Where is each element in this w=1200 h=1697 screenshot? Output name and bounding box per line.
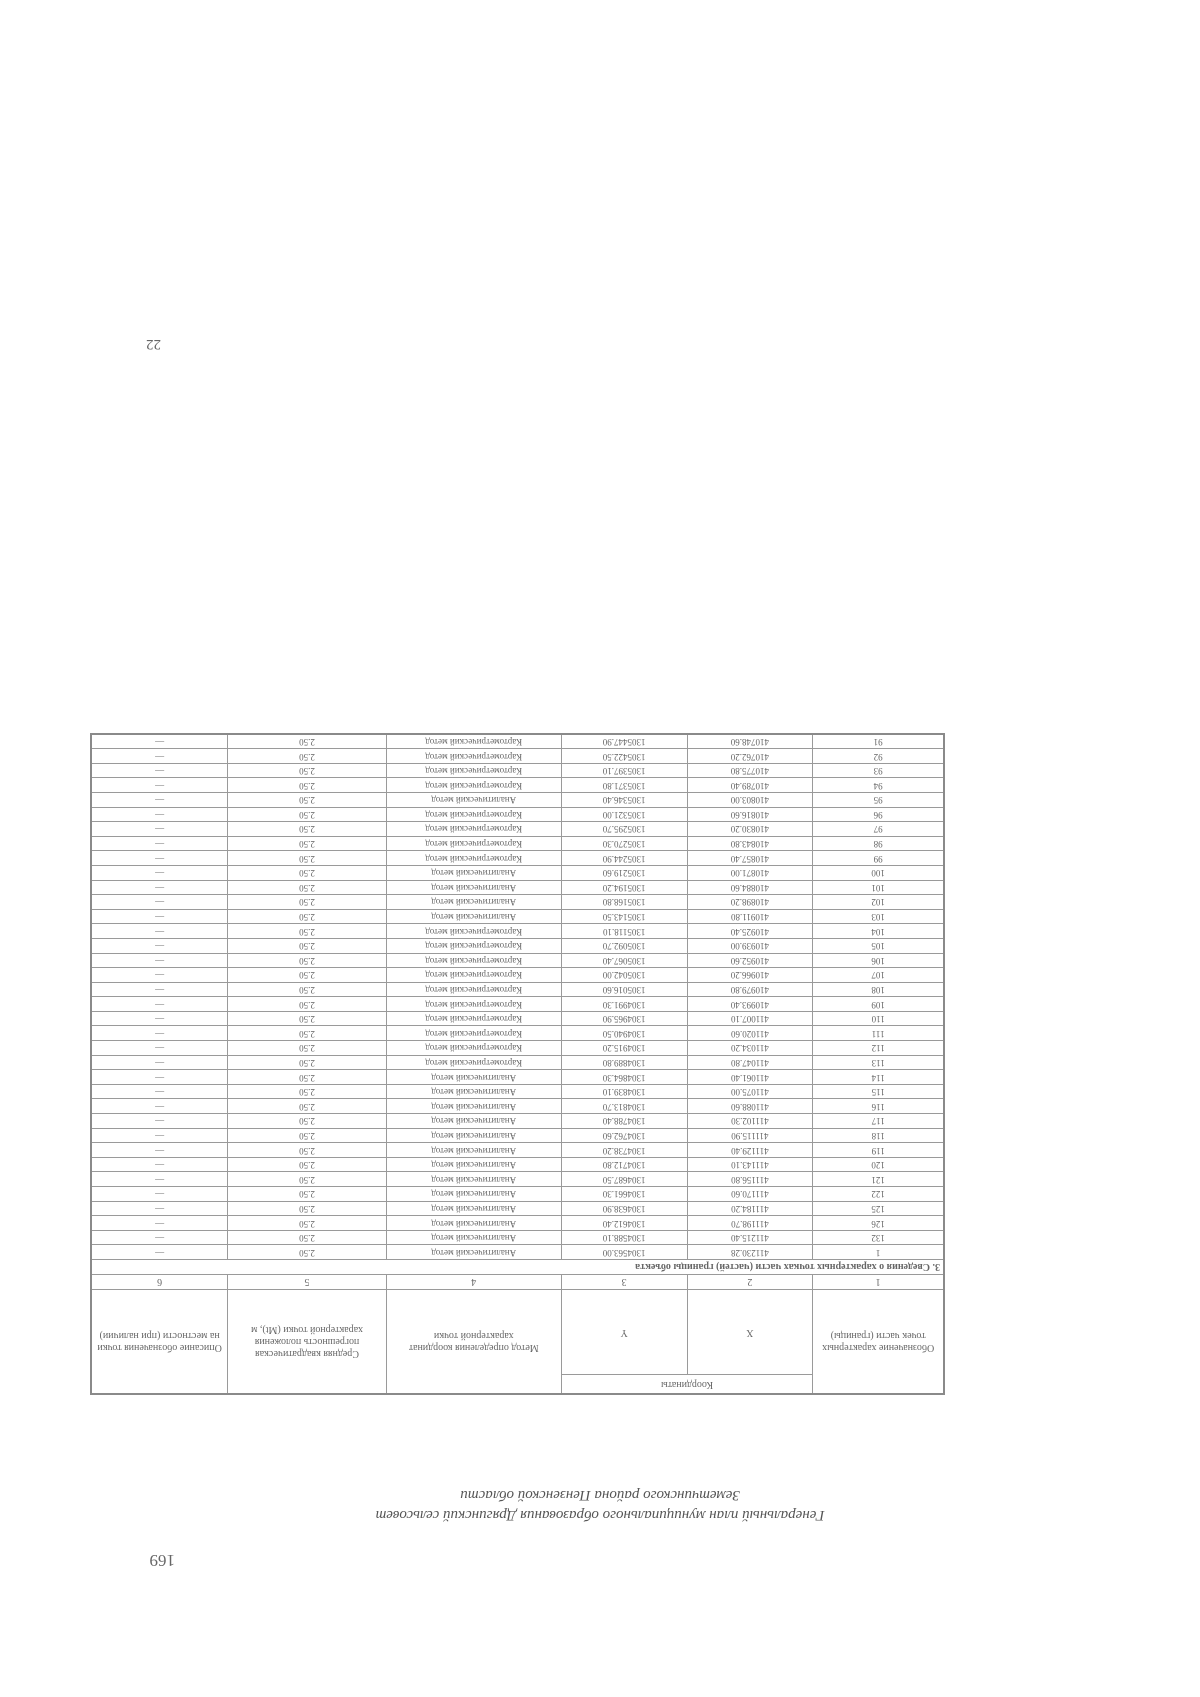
cell-x: 410843.80 [687,836,813,851]
cell-method: Аналитический метод [386,1114,561,1129]
cell-error: 2.50 [228,1201,387,1216]
cell-x: 410966.20 [687,968,813,983]
cell-x: 411075.00 [687,1084,813,1099]
table-row [91,763,944,778]
cell-y: 1304915.20 [561,1041,687,1056]
cell-error: 2.50 [228,807,387,822]
cell-description: — [91,822,228,837]
table-row [91,1011,944,1026]
cell-description: — [91,1099,228,1114]
cell-error: 2.50 [228,793,387,808]
cell-method: Картометрический метод [386,734,561,749]
cell-y: 1304712.80 [561,1157,687,1172]
cell-method: Аналитический метод [386,1187,561,1202]
cell-x: 411156.80 [687,1172,813,1187]
column-number: 4 [386,1275,561,1290]
cell-x: 410775.80 [687,763,813,778]
cell-x: 411047.80 [687,1055,813,1070]
cell-method: Аналитический метод [386,865,561,880]
column-number: 1 [813,1275,944,1290]
cell-y: 1304788.40 [561,1114,687,1129]
cell-error: 2.50 [228,1099,387,1114]
cell-point: 95 [813,793,944,808]
cell-y: 1305321.00 [561,807,687,822]
cell-description: — [91,763,228,778]
cell-point: 126 [813,1216,944,1231]
cell-description: — [91,924,228,939]
cell-point: 109 [813,997,944,1012]
table-row [91,1201,944,1216]
cell-point: 125 [813,1201,944,1216]
cell-error: 2.50 [228,938,387,953]
table-row [91,749,944,764]
cell-x: 410803.00 [687,793,813,808]
cell-y: 1304889.80 [561,1055,687,1070]
cell-method: Картометрический метод [386,822,561,837]
cell-y: 1305092.70 [561,938,687,953]
cell-x: 411170.60 [687,1187,813,1202]
cell-description: — [91,1055,228,1070]
cell-x: 411020.60 [687,1026,813,1041]
cell-point: 98 [813,836,944,851]
cell-x: 411143.10 [687,1157,813,1172]
cell-x: 411034.20 [687,1041,813,1056]
cell-description: — [91,1172,228,1187]
table-row [91,1114,944,1129]
header-error: Средняя квадратическая погрешность положения характерной точки (Mt), м [228,1290,387,1395]
cell-point: 97 [813,822,944,837]
cell-y: 1304762.60 [561,1128,687,1143]
cell-method: Аналитический метод [386,793,561,808]
table-row [91,807,944,822]
cell-point: 108 [813,982,944,997]
cell-description: — [91,778,228,793]
cell-y: 1305447.90 [561,734,687,749]
cell-error: 2.50 [228,924,387,939]
cell-y: 1304612.40 [561,1216,687,1231]
cell-error: 2.50 [228,1041,387,1056]
cell-point: 121 [813,1172,944,1187]
cell-method: Картометрический метод [386,836,561,851]
cell-point: 107 [813,968,944,983]
cell-description: — [91,1070,228,1085]
cell-description: — [91,1157,228,1172]
cell-description: — [91,968,228,983]
cell-point: 91 [813,734,944,749]
header-coordinates: Координаты [561,1375,813,1395]
cell-error: 2.50 [228,1026,387,1041]
cell-y: 1305244.90 [561,851,687,866]
cell-point: 112 [813,1041,944,1056]
header-point-designation: Обозначение характерных точек части (границы) [813,1290,944,1395]
cell-error: 2.50 [228,1230,387,1245]
cell-point: 102 [813,895,944,910]
cell-method: Аналитический метод [386,1230,561,1245]
table-row [91,1143,944,1158]
cell-method: Картометрический метод [386,982,561,997]
table-row [91,1157,944,1172]
cell-error: 2.50 [228,1216,387,1231]
cell-description: — [91,1084,228,1099]
table-row [91,997,944,1012]
cell-x: 411129.40 [687,1143,813,1158]
cell-y: 1305143.50 [561,909,687,924]
cell-x: 410952.60 [687,953,813,968]
cell-point: 117 [813,1114,944,1129]
cell-point: 114 [813,1070,944,1085]
cell-x: 411230.28 [687,1245,813,1260]
table-row [91,1216,944,1231]
cell-point: 115 [813,1084,944,1099]
cell-x: 410857.40 [687,851,813,866]
table-row [91,1084,944,1099]
table-row [91,1055,944,1070]
cell-y: 1304563.00 [561,1245,687,1260]
cell-description: — [91,1143,228,1158]
table-row [91,880,944,895]
cell-y: 1305118.10 [561,924,687,939]
column-number: 3 [561,1275,687,1290]
cell-point: 100 [813,865,944,880]
cell-method: Аналитический метод [386,1201,561,1216]
cell-method: Картометрический метод [386,1041,561,1056]
cell-y: 1305219.60 [561,865,687,880]
cell-x: 410979.80 [687,982,813,997]
cell-y: 1305194.20 [561,880,687,895]
cell-point: 99 [813,851,944,866]
table-row [91,778,944,793]
cell-error: 2.50 [228,1245,387,1260]
cell-point: 111 [813,1026,944,1041]
cell-error: 2.50 [228,851,387,866]
cell-error: 2.50 [228,865,387,880]
cell-method: Картометрический метод [386,1011,561,1026]
table-row [91,1099,944,1114]
cell-error: 2.50 [228,997,387,1012]
table-row [91,909,944,924]
cell-method: Картометрический метод [386,968,561,983]
cell-method: Аналитический метод [386,1157,561,1172]
cell-method: Картометрический метод [386,778,561,793]
cell-description: — [91,1245,228,1260]
cell-y: 1304965.90 [561,1011,687,1026]
cell-y: 1305397.10 [561,763,687,778]
page-number-top: 22 [146,336,161,352]
cell-description: — [91,1216,228,1231]
cell-point: 105 [813,938,944,953]
cell-point: 104 [813,924,944,939]
table-row [91,1230,944,1245]
cell-y: 1305270.30 [561,836,687,851]
cell-x: 410789.40 [687,778,813,793]
column-number: 5 [228,1275,387,1290]
cell-description: — [91,1201,228,1216]
header-y: Y [561,1290,687,1375]
cell-y: 1304864.30 [561,1070,687,1085]
cell-error: 2.50 [228,953,387,968]
cell-point: 106 [813,953,944,968]
cell-y: 1304738.20 [561,1143,687,1158]
cell-error: 2.50 [228,1114,387,1129]
cell-description: — [91,865,228,880]
cell-point: 93 [813,763,944,778]
cell-description: — [91,1026,228,1041]
column-number: 6 [91,1275,228,1290]
cell-x: 410762.20 [687,749,813,764]
cell-method: Картометрический метод [386,763,561,778]
table-row [91,982,944,997]
table-row [91,924,944,939]
cell-description: — [91,1114,228,1129]
table-row [91,793,944,808]
cell-y: 1305016.60 [561,982,687,997]
cell-error: 2.50 [228,822,387,837]
table-row [91,851,944,866]
cell-x: 411102.30 [687,1114,813,1129]
cell-error: 2.50 [228,778,387,793]
cell-description: — [91,997,228,1012]
cell-x: 410925.40 [687,924,813,939]
table-row [91,822,944,837]
cell-y: 1304813.70 [561,1099,687,1114]
cell-method: Аналитический метод [386,1172,561,1187]
cell-error: 2.50 [228,1070,387,1085]
section-title: 3. Сведения о характерных точках части (частей) границы объекта [91,1260,944,1275]
table-row [91,836,944,851]
cell-x: 411088.60 [687,1099,813,1114]
cell-error: 2.50 [228,1011,387,1026]
cell-y: 1305042.00 [561,968,687,983]
table-row [91,938,944,953]
cell-description: — [91,749,228,764]
table-row [91,1172,944,1187]
document-title [250,1485,950,1525]
cell-method: Аналитический метод [386,1143,561,1158]
table-row [91,1026,944,1041]
cell-method: Картометрический метод [386,807,561,822]
cell-method: Аналитический метод [386,895,561,910]
cell-description: — [91,880,228,895]
cell-y: 1304940.50 [561,1026,687,1041]
cell-method: Картометрический метод [386,938,561,953]
cell-x: 410816.60 [687,807,813,822]
header-method: Метод определения координат характерной точки [386,1290,561,1395]
cell-method: Картометрический метод [386,953,561,968]
cell-method: Картометрический метод [386,997,561,1012]
cell-error: 2.50 [228,749,387,764]
title-line-2: Земетчинского района Пензенской области [460,1487,740,1503]
cell-description: — [91,851,228,866]
cell-description: — [91,793,228,808]
table-row [91,895,944,910]
cell-x: 411215.40 [687,1230,813,1245]
points-table [90,733,945,1395]
cell-point: 96 [813,807,944,822]
cell-method: Аналитический метод [386,1070,561,1085]
cell-error: 2.50 [228,1172,387,1187]
table-row [91,1187,944,1202]
table-row [91,865,944,880]
cell-description: — [91,909,228,924]
table-row [91,734,944,749]
cell-point: 92 [813,749,944,764]
cell-x: 411184.20 [687,1201,813,1216]
table-body [91,734,944,1275]
page-number-bottom: 169 [149,1551,175,1570]
cell-x: 410871.00 [687,865,813,880]
cell-y: 1304991.30 [561,997,687,1012]
cell-description: — [91,938,228,953]
cell-error: 2.50 [228,1187,387,1202]
cell-point: 118 [813,1128,944,1143]
cell-x: 410939.00 [687,938,813,953]
cell-x: 410911.80 [687,909,813,924]
cell-y: 1304638.90 [561,1201,687,1216]
column-number: 2 [687,1275,813,1290]
cell-method: Аналитический метод [386,1128,561,1143]
cell-y: 1305168.80 [561,895,687,910]
title-line-1: Генеральный план муниципального образования Дрягинский сельсовет [375,1507,825,1523]
cell-method: Аналитический метод [386,909,561,924]
cell-method: Картометрический метод [386,924,561,939]
cell-point: 113 [813,1055,944,1070]
cell-method: Аналитический метод [386,880,561,895]
cell-method: Картометрический метод [386,1055,561,1070]
cell-error: 2.50 [228,763,387,778]
cell-error: 2.50 [228,836,387,851]
cell-x: 410993.40 [687,997,813,1012]
cell-point: 120 [813,1157,944,1172]
cell-x: 410748.60 [687,734,813,749]
cell-x: 410830.20 [687,822,813,837]
cell-x: 410884.60 [687,880,813,895]
cell-y: 1305371.80 [561,778,687,793]
cell-point: 116 [813,1099,944,1114]
header-x: X [687,1290,813,1375]
table-row [91,1070,944,1085]
cell-y: 1305422.50 [561,749,687,764]
cell-description: — [91,734,228,749]
cell-point: 101 [813,880,944,895]
cell-point: 132 [813,1230,944,1245]
cell-method: Аналитический метод [386,1245,561,1260]
cell-y: 1304839.10 [561,1084,687,1099]
cell-y: 1305067.40 [561,953,687,968]
cell-point: 119 [813,1143,944,1158]
cell-y: 1304687.50 [561,1172,687,1187]
cell-y: 1304661.30 [561,1187,687,1202]
cell-error: 2.50 [228,880,387,895]
cell-x: 410898.20 [687,895,813,910]
cell-method: Аналитический метод [386,1099,561,1114]
cell-point: 94 [813,778,944,793]
cell-description: — [91,1041,228,1056]
cell-point: 122 [813,1187,944,1202]
cell-error: 2.50 [228,1055,387,1070]
cell-method: Картометрический метод [386,1026,561,1041]
table-row [91,1128,944,1143]
cell-error: 2.50 [228,1143,387,1158]
cell-error: 2.50 [228,909,387,924]
cell-y: 1304588.10 [561,1230,687,1245]
cell-error: 2.50 [228,1128,387,1143]
cell-description: — [91,953,228,968]
cell-error: 2.50 [228,1084,387,1099]
points-table-wrapper [90,625,945,1395]
cell-x: 411115.90 [687,1128,813,1143]
cell-y: 1305295.70 [561,822,687,837]
cell-error: 2.50 [228,895,387,910]
table-row [91,1041,944,1056]
cell-method: Картометрический метод [386,749,561,764]
table-row [91,953,944,968]
cell-method: Аналитический метод [386,1216,561,1231]
cell-error: 2.50 [228,968,387,983]
cell-description: — [91,1187,228,1202]
cell-description: — [91,982,228,997]
header-description: Описание обозначения точки на местности (при наличии) [91,1290,228,1395]
cell-method: Аналитический метод [386,1084,561,1099]
cell-x: 411007.10 [687,1011,813,1026]
cell-error: 2.50 [228,982,387,997]
cell-method: Картометрический метод [386,851,561,866]
cell-point: 103 [813,909,944,924]
cell-point: 110 [813,1011,944,1026]
cell-x: 411061.40 [687,1070,813,1085]
cell-point: 1 [813,1245,944,1260]
cell-description: — [91,1011,228,1026]
table-row [91,1245,944,1260]
cell-description: — [91,895,228,910]
cell-description: — [91,1230,228,1245]
cell-description: — [91,807,228,822]
table-row [91,968,944,983]
cell-y: 1305346.40 [561,793,687,808]
cell-error: 2.50 [228,734,387,749]
cell-x: 411198.70 [687,1216,813,1231]
cell-error: 2.50 [228,1157,387,1172]
cell-description: — [91,836,228,851]
cell-description: — [91,1128,228,1143]
